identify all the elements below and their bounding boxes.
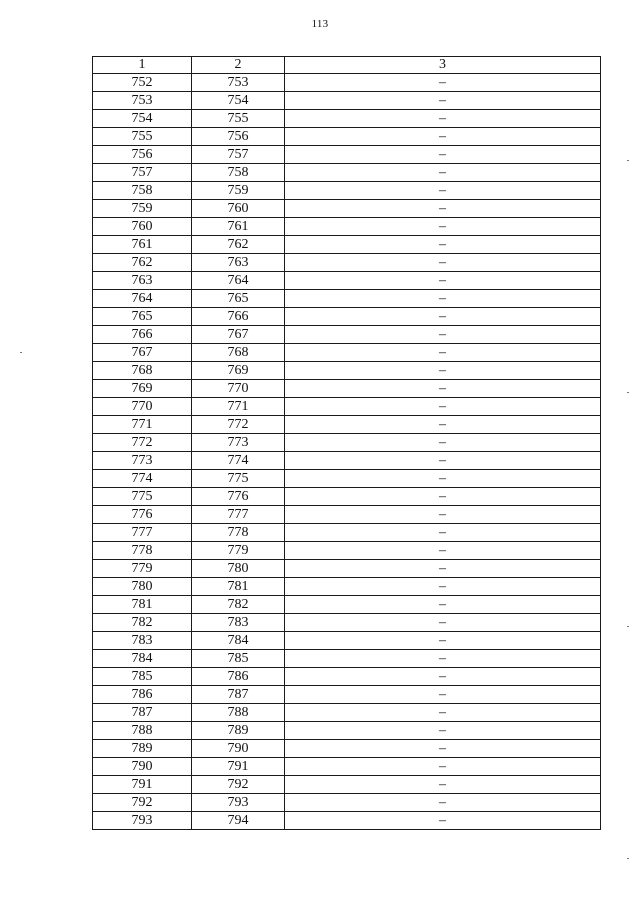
table-cell-col-3: – [285,470,601,488]
column-header-3: 3 [285,57,601,74]
table-cell-col-2: 785 [192,650,285,668]
table-cell-col-1: 778 [93,542,192,560]
table-cell-col-1: 773 [93,452,192,470]
table-cell-col-1: 774 [93,470,192,488]
page-number: 113 [311,18,329,30]
table-cell-col-2: 793 [192,794,285,812]
table-cell-col-3: – [285,506,601,524]
table-cell-col-3: – [285,146,601,164]
scan-speck [20,352,22,353]
table-row [93,128,601,146]
table-cell-col-1: 791 [93,776,192,794]
table-cell-col-3: – [285,524,601,542]
table-row [93,470,601,488]
table-cell-col-3: – [285,200,601,218]
table-cell-col-2: 771 [192,398,285,416]
table-cell-col-3: – [285,362,601,380]
table-cell-col-2: 773 [192,434,285,452]
table-cell-col-3: – [285,380,601,398]
table-cell-col-2: 782 [192,596,285,614]
table-cell-col-3: – [285,632,601,650]
table-cell-col-1: 755 [93,128,192,146]
table-cell-col-2: 765 [192,290,285,308]
table-row [93,560,601,578]
scan-speck [627,160,629,161]
table-cell-col-2: 764 [192,272,285,290]
table-row [93,200,601,218]
table-cell-col-2: 776 [192,488,285,506]
table-cell-col-1: 780 [93,578,192,596]
table-row [93,92,601,110]
table-cell-col-1: 789 [93,740,192,758]
table-header-row [93,57,601,74]
table-cell-col-2: 755 [192,110,285,128]
table-cell-col-1: 786 [93,686,192,704]
table-row [93,272,601,290]
table-cell-col-2: 777 [192,506,285,524]
table-cell-col-2: 763 [192,254,285,272]
table-cell-col-1: 764 [93,290,192,308]
table-row [93,686,601,704]
table-cell-col-3: – [285,218,601,236]
table-row [93,380,601,398]
table-cell-col-1: 792 [93,794,192,812]
table-cell-col-2: 769 [192,362,285,380]
table-cell-col-3: – [285,416,601,434]
table-cell-col-1: 783 [93,632,192,650]
table-row [93,146,601,164]
table-cell-col-2: 789 [192,722,285,740]
table-cell-col-3: – [285,722,601,740]
table-cell-col-1: 765 [93,308,192,326]
table-cell-col-1: 776 [93,506,192,524]
table-cell-col-1: 793 [93,812,192,830]
data-table [92,56,601,830]
table-cell-col-3: – [285,686,601,704]
table-cell-col-3: – [285,704,601,722]
table-row [93,488,601,506]
table-row [93,794,601,812]
table-cell-col-2: 788 [192,704,285,722]
table-cell-col-3: – [285,488,601,506]
table-cell-col-3: – [285,578,601,596]
table-cell-col-1: 771 [93,416,192,434]
table-cell-col-1: 790 [93,758,192,776]
table-cell-col-3: – [285,398,601,416]
column-header-1: 1 [93,57,192,74]
table-cell-col-1: 784 [93,650,192,668]
table-cell-col-3: – [285,254,601,272]
table-cell-col-2: 759 [192,182,285,200]
table-cell-col-1: 756 [93,146,192,164]
table-cell-col-3: – [285,182,601,200]
table-cell-col-3: – [285,776,601,794]
table-cell-col-1: 782 [93,614,192,632]
table-row [93,596,601,614]
table-row [93,776,601,794]
table-cell-col-3: – [285,758,601,776]
table-cell-col-2: 783 [192,614,285,632]
table-row [93,416,601,434]
table-cell-col-2: 780 [192,560,285,578]
table-row [93,524,601,542]
table-row [93,326,601,344]
table-cell-col-2: 754 [192,92,285,110]
table-cell-col-3: – [285,452,601,470]
table-row [93,290,601,308]
table-cell-col-2: 772 [192,416,285,434]
table-row [93,506,601,524]
table-row [93,722,601,740]
table-row [93,578,601,596]
table-row [93,740,601,758]
table-cell-col-3: – [285,344,601,362]
table-cell-col-1: 777 [93,524,192,542]
table-cell-col-2: 791 [192,758,285,776]
table-cell-col-1: 779 [93,560,192,578]
table-cell-col-2: 761 [192,218,285,236]
table-cell-col-3: – [285,272,601,290]
scan-speck [627,392,629,393]
table-cell-col-2: 758 [192,164,285,182]
table-cell-col-3: – [285,128,601,146]
table-body [93,74,601,830]
table-row [93,704,601,722]
table-cell-col-2: 790 [192,740,285,758]
table-row [93,650,601,668]
table-cell-col-1: 768 [93,362,192,380]
table-cell-col-1: 787 [93,704,192,722]
table-row [93,812,601,830]
table-cell-col-2: 787 [192,686,285,704]
table-cell-col-3: – [285,92,601,110]
table-cell-col-1: 762 [93,254,192,272]
table-cell-col-1: 766 [93,326,192,344]
table-cell-col-3: – [285,434,601,452]
table-cell-col-2: 786 [192,668,285,686]
scan-speck [627,626,629,627]
table-cell-col-2: 775 [192,470,285,488]
table-cell-col-1: 767 [93,344,192,362]
table-cell-col-1: 754 [93,110,192,128]
table-cell-col-2: 770 [192,380,285,398]
table-row [93,632,601,650]
table-cell-col-3: – [285,650,601,668]
table-cell-col-2: 768 [192,344,285,362]
table-cell-col-2: 794 [192,812,285,830]
table-cell-col-2: 767 [192,326,285,344]
table-cell-col-1: 759 [93,200,192,218]
table-row [93,308,601,326]
table-cell-col-3: – [285,290,601,308]
table-cell-col-2: 784 [192,632,285,650]
table-cell-col-2: 766 [192,308,285,326]
table-row [93,344,601,362]
table-row [93,614,601,632]
table-cell-col-1: 785 [93,668,192,686]
table-cell-col-3: – [285,110,601,128]
table-cell-col-1: 761 [93,236,192,254]
table-cell-col-3: – [285,596,601,614]
table-cell-col-1: 763 [93,272,192,290]
table-cell-col-3: – [285,308,601,326]
table-cell-col-3: – [285,740,601,758]
table-cell-col-1: 781 [93,596,192,614]
table-cell-col-3: – [285,560,601,578]
table-cell-col-1: 752 [93,74,192,92]
table-cell-col-2: 792 [192,776,285,794]
scan-speck [627,858,629,859]
table-cell-col-1: 758 [93,182,192,200]
table-cell-col-2: 762 [192,236,285,254]
table-cell-col-3: – [285,326,601,344]
table-row [93,542,601,560]
table-cell-col-1: 769 [93,380,192,398]
table-row [93,218,601,236]
table-cell-col-3: – [285,164,601,182]
table-cell-col-2: 753 [192,74,285,92]
table-cell-col-1: 775 [93,488,192,506]
table-cell-col-1: 770 [93,398,192,416]
table-cell-col-2: 756 [192,128,285,146]
table-cell-col-2: 760 [192,200,285,218]
table-cell-col-1: 753 [93,92,192,110]
table-cell-col-2: 757 [192,146,285,164]
table-row [93,74,601,92]
table-cell-col-2: 778 [192,524,285,542]
table-cell-col-3: – [285,74,601,92]
table-cell-col-3: – [285,668,601,686]
table-cell-col-2: 779 [192,542,285,560]
table-row [93,362,601,380]
table-row [93,668,601,686]
table-cell-col-1: 760 [93,218,192,236]
table-row [93,758,601,776]
table-cell-col-1: 757 [93,164,192,182]
table-cell-col-3: – [285,542,601,560]
table-cell-col-2: 774 [192,452,285,470]
table-cell-col-3: – [285,794,601,812]
table-row [93,434,601,452]
table-row [93,398,601,416]
table-cell-col-2: 781 [192,578,285,596]
table-row [93,452,601,470]
table-cell-col-1: 788 [93,722,192,740]
table-cell-col-3: – [285,812,601,830]
table-cell-col-3: – [285,614,601,632]
table-row [93,236,601,254]
table-cell-col-1: 772 [93,434,192,452]
column-header-2: 2 [192,57,285,74]
table-row [93,110,601,128]
table-row [93,164,601,182]
table-row [93,182,601,200]
table-row [93,254,601,272]
table-cell-col-3: – [285,236,601,254]
